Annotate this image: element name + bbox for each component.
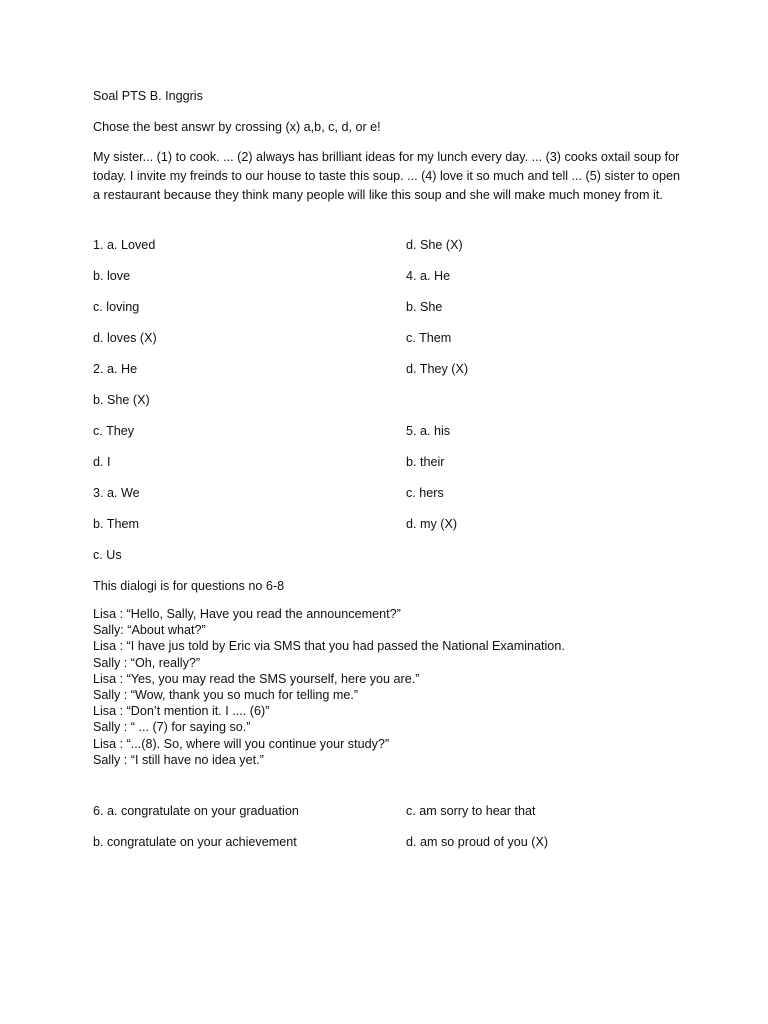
dialog-block — [93, 606, 565, 768]
option-q1-b: b. love — [93, 269, 131, 283]
option-q4-b: b. She — [406, 300, 443, 314]
option-q2-c: c. They — [93, 424, 135, 438]
option-q4-c: c. Them — [406, 331, 452, 345]
option-q6-a: 6. a. congratulate on your graduation — [93, 804, 299, 818]
dialog-line: Sally: “About what?” — [93, 623, 206, 638]
dialog-line: Sally : “I still have no idea yet.” — [93, 752, 264, 767]
dialog-line: Sally : “Wow, thank you so much for telling me.” — [93, 688, 359, 703]
option-q3-c: c. Us — [93, 548, 122, 562]
option-q5-b: b. their — [406, 455, 445, 469]
dialog-line: Lisa : “Don’t mention it. I .... (6)” — [93, 704, 270, 719]
reading-passage: My sister... (1) to cook. ... (2) always has brilliant ideas for my lunch every day. ... (3) cooks oxtail soup for today. I invite my freinds to our house to taste this soup. ... (4) love it so much and tell ... (5) sister to open a restaurant because they think many people will like this soup and she will make much money from it. — [93, 150, 681, 203]
option-q1-a: 1. a. Loved — [93, 238, 156, 252]
option-q1-c: c. loving — [93, 300, 140, 314]
dialog-line: Lisa : “...(8). So, where will you continue your study?” — [93, 736, 390, 751]
option-q2-d: d. I — [93, 455, 111, 469]
option-q3-b: b. Them — [93, 517, 139, 531]
option-q3-a: 3. a. We — [93, 486, 140, 500]
option-q1-d: d. loves (X) — [93, 331, 157, 345]
dialog-line: Lisa : “Yes, you may read the SMS yourself, here you are.” — [93, 671, 420, 686]
option-q6-c: c. am sorry to hear that — [406, 804, 536, 818]
option-q5-a: 5. a. his — [406, 424, 451, 438]
option-q2-a: 2. a. He — [93, 362, 138, 376]
option-q5-c: c. hers — [406, 486, 444, 500]
dialog-line: Sally : “Oh, really?” — [93, 655, 201, 670]
dialog-intro: This dialogi is for questions no 6-8 — [93, 579, 285, 593]
instruction-text: Chose the best answr by crossing (x) a,b, c, d, or e! — [93, 120, 381, 134]
option-q6-b: b. congratulate on your achievement — [93, 835, 297, 849]
option-q3-d: d. She (X) — [406, 238, 463, 252]
option-q6-d: d. am so proud of you (X) — [406, 835, 549, 849]
option-q2-b: b. She (X) — [93, 393, 150, 407]
option-q4-a: 4. a. He — [406, 269, 451, 283]
dialog-line: Sally : “ ... (7) for saying so.” — [93, 720, 251, 735]
option-q4-d: d. They (X) — [406, 362, 469, 376]
option-q5-d: d. my (X) — [406, 517, 458, 531]
dialog-line: Lisa : “I have jus told by Eric via SMS that you had passed the National Examination. — [93, 639, 565, 654]
document-title: Soal PTS B. Inggris — [93, 89, 203, 103]
dialog-line: Lisa : “Hello, Sally, Have you read the announcement?” — [93, 607, 401, 621]
